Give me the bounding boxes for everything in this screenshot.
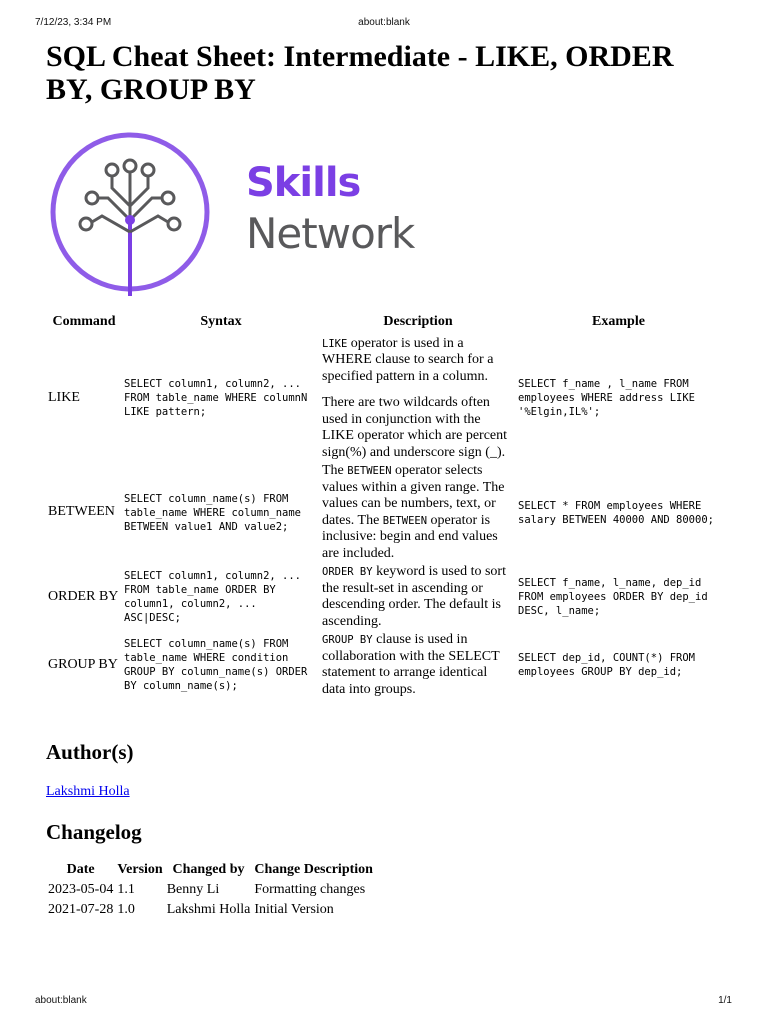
author-link[interactable]: Lakshmi Holla (46, 784, 130, 799)
desc-text: operator selects values within a given range. The values can be numbers, text, or dates. The (322, 463, 505, 528)
skills-network-tree-logo-icon (46, 128, 226, 298)
print-header (0, 17, 768, 31)
desc-code: BETWEEN (347, 465, 392, 477)
date-cell: 2021-07-28 (48, 902, 114, 917)
desc-code: ORDER BY (322, 566, 373, 578)
skills-network-logo (46, 128, 526, 298)
change-description-cell: Formatting changes (254, 882, 366, 897)
desc-text: operator is used in a WHERE clause to search for a specified pattern in a column. (322, 335, 494, 384)
command-cell: BETWEEN (48, 504, 115, 520)
desc-text: keyword is used to sort the result-set in ascending or descending order. The default is ascending. (322, 564, 506, 629)
logo-word-skills: Skills (246, 160, 361, 206)
change-description-cell: Initial Version (254, 902, 334, 917)
command-cell: ORDER BY (48, 588, 119, 604)
desc-code: LIKE (322, 337, 348, 350)
authors-heading: Author(s) (46, 740, 134, 764)
logo-word-network: Network (246, 209, 415, 258)
description-cell (320, 563, 516, 631)
description-cell (320, 462, 516, 563)
syntax-cell: SELECT column_name(s) FROM table_name WHERE column_name BETWEEN value1 AND value2; (124, 492, 302, 533)
changelog-header-row (46, 860, 375, 880)
changelog-heading: Changelog (46, 820, 142, 844)
changed-by-cell: Lakshmi Holla (166, 902, 251, 917)
command-cell: LIKE (48, 390, 80, 405)
table-row (46, 335, 721, 463)
syntax-cell: SELECT column_name(s) FROM table_name WHERE condition GROUP BY column_name(s) ORDER BY column_name(s); (124, 638, 308, 692)
header-date: Date (66, 862, 95, 877)
header-version: Version (117, 862, 163, 877)
description-cell (320, 335, 516, 463)
table-row (46, 880, 375, 900)
desc-text: The (322, 463, 348, 478)
print-page-url: about:blank (358, 17, 410, 28)
syntax-cell: SELECT column1, column2, ... FROM table_name WHERE columnN LIKE pattern; (124, 378, 308, 419)
example-cell: SELECT dep_id, COUNT(*) FROM employees GROUP BY dep_id; (518, 652, 696, 678)
syntax-cell: SELECT column1, column2, ... FROM table_name ORDER BY column1, column2, ... ASC|DESC; (124, 570, 302, 624)
cheat-sheet-table (46, 310, 721, 699)
print-page-count: 1/1 (718, 995, 732, 1006)
example-cell: SELECT * FROM employees WHERE salary BETWEEN 40000 AND 80000; (518, 499, 714, 526)
example-cell: SELECT f_name , l_name FROM employees WHERE address LIKE '%Elgin,IL%'; (518, 378, 696, 419)
table-row (46, 462, 721, 563)
print-footer-url: about:blank (35, 995, 87, 1006)
changed-by-cell: Benny Li (166, 882, 220, 897)
page-title: SQL Cheat Sheet: Intermediate - LIKE, ORDER BY, GROUP BY (46, 40, 674, 106)
header-changed-by: Changed by (172, 862, 245, 877)
header-syntax: Syntax (200, 314, 242, 329)
print-datetime: 7/12/23, 3:34 PM (35, 17, 112, 28)
command-cell: GROUP BY (48, 656, 118, 672)
desc-text: operator is inclusive: begin and end values are included. (322, 512, 498, 561)
print-footer (0, 995, 768, 1009)
desc-text: clause is used in collaboration with the SELECT statement to arrange identical data into groups. (322, 632, 500, 697)
header-command: Command (52, 314, 116, 329)
example-cell: SELECT f_name, l_name, dep_id FROM employees ORDER BY dep_id DESC, l_name; (518, 577, 708, 617)
version-cell: 1.0 (117, 902, 135, 917)
document-page (46, 40, 736, 917)
header-example: Example (592, 314, 645, 329)
cheat-table-header-row (46, 310, 721, 335)
table-row (46, 563, 721, 631)
description-cell (320, 631, 516, 699)
header-description: Description (383, 314, 453, 329)
desc-code: BETWEEN (382, 514, 428, 527)
version-cell: 1.1 (117, 882, 135, 897)
desc-text: There are two wildcards often used in conjunction with the LIKE operator which are percent sign(%) and underscore sign (_). (322, 395, 508, 460)
header-change-description: Change Description (254, 862, 373, 877)
desc-code: GROUP BY (322, 634, 373, 646)
date-cell: 2023-05-04 (48, 882, 114, 897)
table-row (46, 631, 721, 699)
changelog-table (46, 860, 375, 920)
table-row (46, 900, 375, 920)
